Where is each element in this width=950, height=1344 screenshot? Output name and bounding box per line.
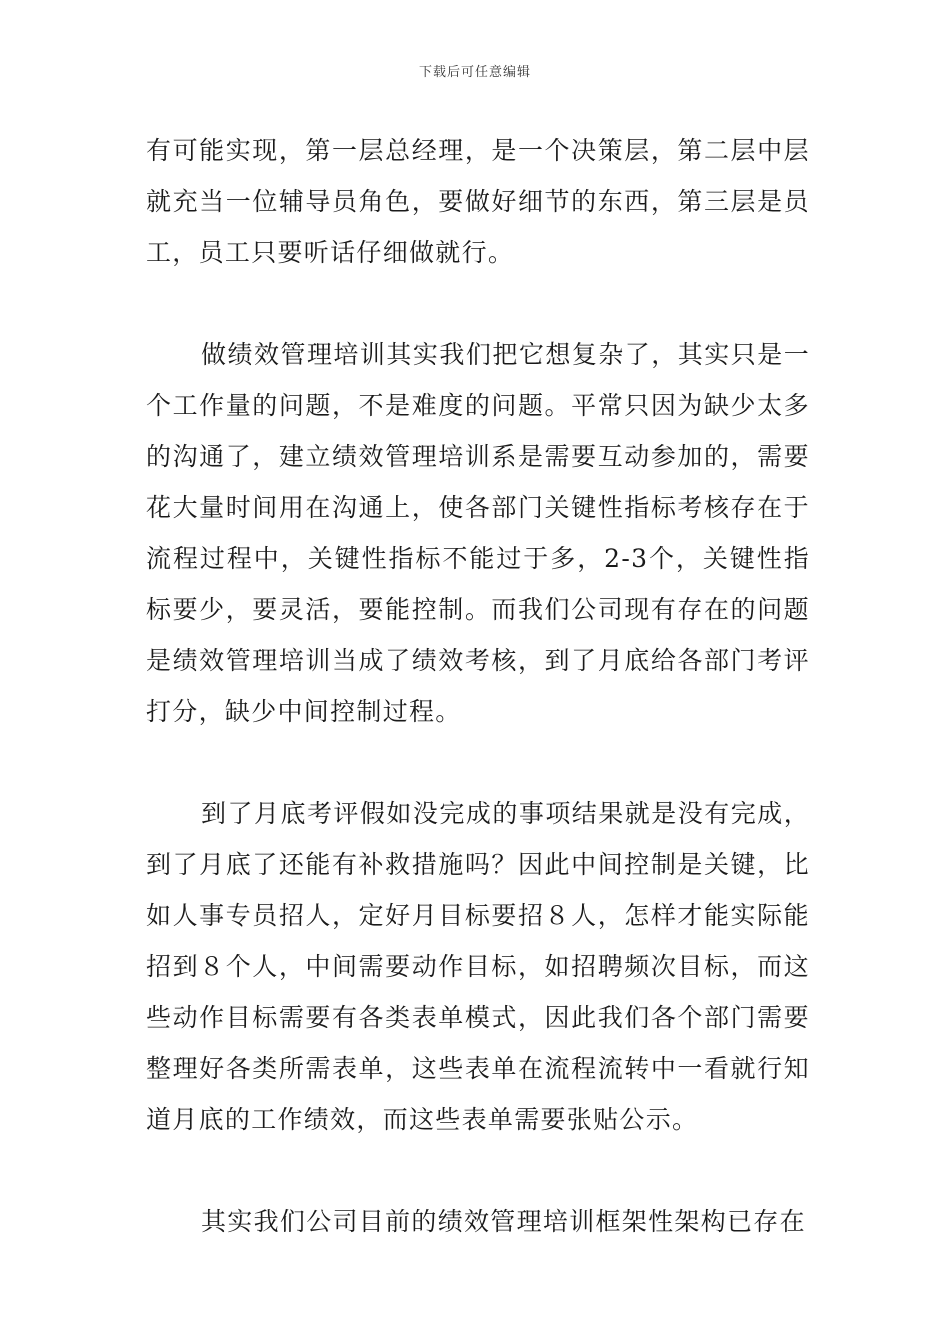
paragraph-4: 其实我们公司目前的绩效管理培训框架性架构已存在	[201, 1207, 806, 1236]
paragraph-3: 到了月底考评假如没完成的事项结果就是没有完成，到了月底了还能有补救措施吗？因此中间控制是关键，比如人事专员招人，定好月目标要招８人，怎样才能实际能招到８个人，中间需要动作目标，如招聘频次目标，而这些动作目标需要有各类表单模式，因此我们各个部门需要整理好各类所需表单，这些表单在流程流转中一看就行知道月底的工作绩效，而这些表单需要张贴公示。	[146, 799, 810, 1134]
paragraph-2: 做绩效管理培训其实我们把它想复杂了，其实只是一个工作量的问题，不是难度的问题。平常只因为缺少太多的沟通了，建立绩效管理培训系是需要互动参加的，需要花大量时间用在沟通上，使各部门关键性指标考核存在于流程过程中，关键性指标不能过于多，2-3个，关键性指标要少，要灵活，要能控制。而我们公司现有存在的问题是绩效管理培训当成了绩效考核，到了月底给各部门考评打分，缺少中间控制过程。	[146, 340, 810, 726]
paragraph-gap	[146, 1145, 810, 1196]
paragraph-1: 有可能实现，第一层总经理，是一个决策层，第二层中层就充当一位辅导员角色，要做好细节的东西，第三层是员工，员工只要听话仔细做就行。	[146, 136, 810, 267]
paragraph-gap	[146, 737, 810, 788]
page-header-watermark: 下载后可任意编辑	[418, 65, 531, 80]
document-body	[146, 125, 810, 1247]
paragraph-gap	[146, 278, 810, 329]
